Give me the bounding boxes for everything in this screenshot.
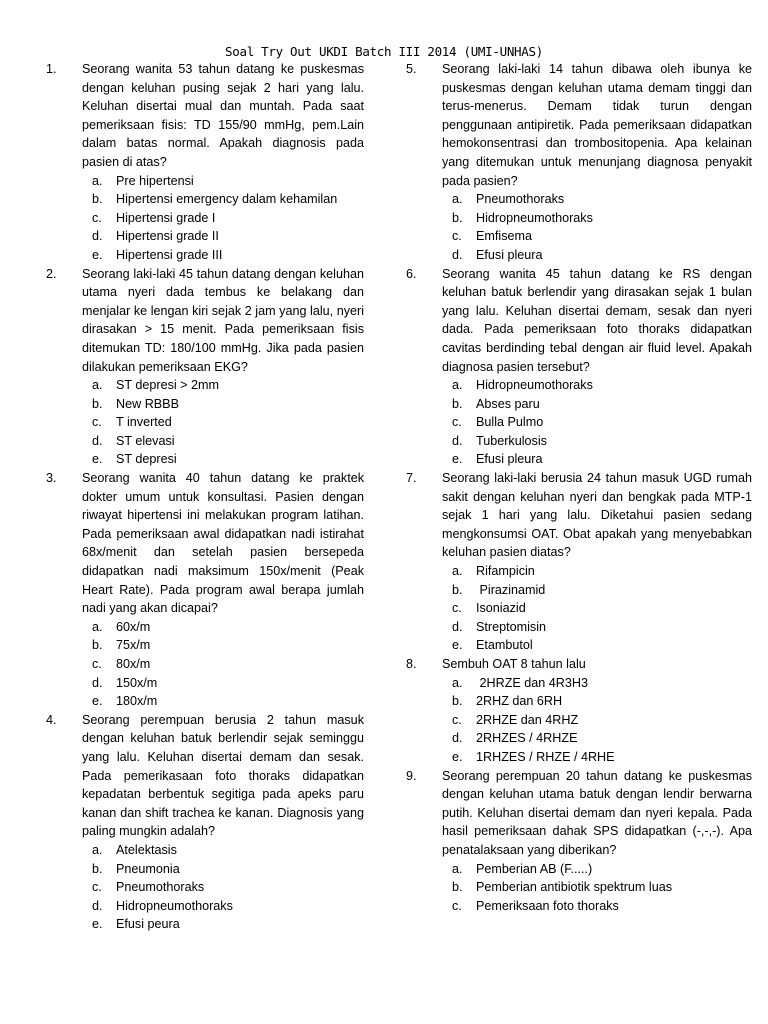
- option-text: New RBBB: [116, 396, 179, 411]
- answer-option: [442, 581, 752, 600]
- question-body: [82, 265, 364, 470]
- answer-option: [442, 674, 752, 693]
- answer-option: [442, 246, 752, 265]
- answer-option: [442, 748, 752, 767]
- option-letter: c.: [92, 210, 102, 225]
- question-8: [406, 655, 752, 767]
- option-letter: b.: [452, 880, 463, 895]
- option-letter: b.: [92, 638, 103, 653]
- question-3: [46, 469, 364, 711]
- question-body: [442, 767, 752, 916]
- option-text: Etambutol: [476, 638, 533, 653]
- option-letter: d.: [92, 898, 103, 913]
- option-letter: b.: [452, 582, 463, 597]
- question-number: 7.: [406, 471, 417, 486]
- question-text: Seorang perempuan berusia 2 tahun masuk dengan keluhan batuk berlendir sejak seminggu yang lalu. Keluhan disertai demam dan sesak. Pada pemerikasaan foto thoraks didapatkan kepadatan berbentuk segitiga pada apeks paru kanan dan shift trachea ke kanan. Diagnosis yang paling mungkin adalah?: [82, 712, 364, 839]
- option-text: Hidropneumothoraks: [116, 898, 233, 913]
- option-text: Efusi pleura: [476, 452, 543, 467]
- answer-option: [82, 172, 364, 191]
- option-text: Hipertensi grade III: [116, 247, 223, 262]
- answer-option: [442, 209, 752, 228]
- option-letter: b.: [452, 210, 463, 225]
- option-letter: c.: [92, 415, 102, 430]
- option-letter: a.: [452, 564, 463, 579]
- answer-option: [442, 897, 752, 916]
- option-text: 2RHZ dan 6RH: [476, 694, 563, 709]
- option-list: [442, 860, 752, 916]
- answer-option: [442, 636, 752, 655]
- answer-option: [442, 729, 752, 748]
- option-list: [82, 841, 364, 934]
- option-letter: d.: [92, 433, 103, 448]
- answer-option: [82, 395, 364, 414]
- option-letter: b.: [92, 396, 103, 411]
- answer-option: [82, 636, 364, 655]
- answer-option: [442, 376, 752, 395]
- option-text: ST elevasi: [116, 433, 175, 448]
- option-letter: a.: [92, 619, 103, 634]
- option-text: Hipertensi grade II: [116, 229, 219, 244]
- option-letter: e.: [452, 638, 463, 653]
- answer-option: [82, 692, 364, 711]
- answer-option: [442, 413, 752, 432]
- answer-option: [442, 450, 752, 469]
- answer-option: [82, 432, 364, 451]
- option-letter: c.: [452, 712, 462, 727]
- option-text: Efusi peura: [116, 917, 180, 932]
- option-text: Pneumothoraks: [116, 880, 205, 895]
- option-letter: a.: [452, 861, 463, 876]
- option-letter: a.: [92, 173, 103, 188]
- option-text: 150x/m: [116, 675, 158, 690]
- answer-option: [82, 878, 364, 897]
- option-letter: c.: [452, 898, 462, 913]
- option-text: 2RHZE dan 4RHZ: [476, 712, 579, 727]
- answer-option: [442, 432, 752, 451]
- question-number: 8.: [406, 657, 417, 671]
- option-text: 60x/m: [116, 619, 151, 634]
- option-letter: e.: [92, 247, 103, 262]
- question-body: [82, 469, 364, 711]
- right-column: [406, 60, 752, 915]
- option-letter: e.: [92, 917, 103, 932]
- option-letter: a.: [452, 192, 463, 207]
- option-text: 75x/m: [116, 638, 151, 653]
- option-letter: e.: [92, 694, 103, 709]
- option-text: Hipertensi grade I: [116, 210, 216, 225]
- option-text: Efusi pleura: [476, 247, 543, 262]
- option-text: Pemeriksaan foto thoraks: [476, 898, 619, 913]
- option-list: [442, 562, 752, 655]
- question-body: [442, 60, 752, 265]
- question-text: Sembuh OAT 8 tahun lalu: [442, 657, 586, 671]
- answer-option: [82, 376, 364, 395]
- answer-option: [82, 655, 364, 674]
- option-text: T inverted: [116, 415, 172, 430]
- question-5: [406, 60, 752, 265]
- option-letter: d.: [92, 675, 103, 690]
- question-body: [82, 711, 364, 934]
- answer-option: [82, 897, 364, 916]
- answer-option: [82, 674, 364, 693]
- question-body: [442, 469, 752, 655]
- option-letter: c.: [92, 880, 102, 895]
- option-letter: d.: [452, 731, 463, 746]
- option-letter: b.: [92, 192, 103, 207]
- answer-option: [82, 450, 364, 469]
- option-letter: b.: [452, 694, 463, 709]
- question-number: 2.: [46, 266, 57, 281]
- answer-option: [82, 860, 364, 879]
- option-text: Pirazinamid: [476, 582, 546, 597]
- option-text: Streptomisin: [476, 619, 546, 634]
- option-text: Emfisema: [476, 229, 532, 244]
- option-letter: a.: [452, 378, 463, 393]
- option-letter: c.: [452, 601, 462, 616]
- answer-option: [82, 841, 364, 860]
- option-text: Pneumonia: [116, 861, 180, 876]
- option-text: Hidropneumothoraks: [476, 378, 593, 393]
- option-text: 1RHZES / RHZE / 4RHE: [476, 749, 615, 764]
- option-letter: d.: [452, 433, 463, 448]
- option-text: 2RHZES / 4RHZE: [476, 731, 578, 746]
- option-text: Hidropneumothoraks: [476, 210, 593, 225]
- question-number: 5.: [406, 62, 417, 76]
- option-letter: c.: [452, 229, 462, 244]
- answer-option: [442, 618, 752, 637]
- question-number: 3.: [46, 471, 57, 486]
- option-list: [82, 618, 364, 711]
- answer-option: [442, 599, 752, 618]
- question-7: [406, 469, 752, 655]
- answer-option: [442, 860, 752, 879]
- question-1: [46, 60, 364, 265]
- option-letter: a.: [452, 675, 463, 690]
- option-list: [442, 190, 752, 264]
- option-text: ST depresi: [116, 452, 177, 467]
- question-body: [442, 265, 752, 470]
- question-9: [406, 767, 752, 916]
- question-number: 9.: [406, 768, 417, 783]
- answer-option: [442, 692, 752, 711]
- option-text: Pemberian antibiotik spektrum luas: [476, 880, 672, 895]
- option-text: Atelektasis: [116, 842, 177, 857]
- option-text: 80x/m: [116, 657, 151, 671]
- option-letter: a.: [92, 378, 103, 393]
- option-letter: e.: [452, 749, 463, 764]
- question-text: Seorang laki-laki 45 tahun datang dengan keluhan utama nyeri dada tembus ke belakang dan menjalar ke lengan kiri sejak 2 jam yang lalu, nyeri dirasakan > 15 menit. Pada pemeriksaan fisis ditemukan TD: 180/100 mmHg. Jika pada pasien dilakukan pemeriksaan EKG?: [82, 266, 364, 374]
- question-number: 4.: [46, 712, 57, 727]
- question-2: [46, 265, 364, 470]
- question-body: [82, 60, 364, 265]
- question-text: Seorang wanita 53 tahun datang ke puskesmas dengan keluhan pusing sejak 2 hari yang lalu. Keluhan disertai mual dan muntah. Pada saat pemeriksaan fisis: TD 155/90 mmHg, pem.Lain dalam batas normal. Apakah diagnosis pada pasien di atas?: [82, 62, 364, 169]
- page-title: Soal Try Out UKDI Batch III 2014 (UMI-UNHAS): [225, 44, 543, 59]
- answer-option: [82, 618, 364, 637]
- option-text: 2HRZE dan 4R3H3: [476, 675, 588, 690]
- answer-option: [442, 562, 752, 581]
- option-letter: a.: [92, 842, 103, 857]
- question-body: [442, 655, 752, 767]
- option-text: 180x/m: [116, 694, 158, 709]
- question-text: Seorang wanita 40 tahun datang ke praktek dokter umum untuk konsultasi. Pasien dengan riwayat hipertensi ini melakukan program latihan. Pada pemeriksaan awal didapatkan nadi istirahat 68x/menit dan setelah pasien bersepeda didapatkan nadi maksimum 150x/menit (Peak Heart Rate). Pada program awal berapa jumlah nadi yang akan dicapai?: [82, 471, 364, 616]
- question-6: [406, 265, 752, 470]
- option-text: Rifampicin: [476, 564, 535, 579]
- option-list: [442, 674, 752, 767]
- option-letter: e.: [92, 452, 103, 467]
- option-letter: d.: [452, 619, 463, 634]
- option-text: Hipertensi emergency dalam kehamilan: [116, 192, 338, 207]
- question-number: 1.: [46, 62, 57, 76]
- option-text: Pneumothoraks: [476, 192, 565, 207]
- question-4: [46, 711, 364, 934]
- answer-option: [82, 209, 364, 228]
- answer-option: [82, 413, 364, 432]
- option-text: Pemberian AB (F.....): [476, 861, 593, 876]
- option-text: ST depresi > 2mm: [116, 378, 220, 393]
- answer-option: [442, 395, 752, 414]
- option-text: Abses paru: [476, 396, 540, 411]
- question-number: 6.: [406, 266, 417, 281]
- option-letter: e.: [452, 452, 463, 467]
- answer-option: [442, 711, 752, 730]
- option-letter: d.: [452, 247, 463, 262]
- question-text: Seorang wanita 45 tahun datang ke RS dengan keluhan batuk berlendir yang dirasakan sejak 1 bulan yang lalu. Keluhan disertai demam, sesak dan nyeri dada. Pada pemeriksaan foto thoraks didapatkan cavitas berdinding tebal dengan air fluid level. Apakah diagnosa pasien tersebut?: [442, 266, 752, 374]
- answer-option: [82, 915, 364, 934]
- option-letter: c.: [92, 657, 102, 671]
- answer-option: [442, 190, 752, 209]
- answer-option: [82, 246, 364, 265]
- answer-option: [442, 227, 752, 246]
- question-text: Seorang laki-laki berusia 24 tahun masuk UGD rumah sakit dengan keluhan nyeri dan bengkak pada MTP-1 sejak 1 hari yang lalu. Diketahui pasien sedang mengkonsumsi OAT. Obat apakah yang menyebabkan keluhan pasien diatas?: [442, 471, 752, 560]
- answer-option: [442, 878, 752, 897]
- option-letter: b.: [92, 861, 103, 876]
- option-list: [82, 172, 364, 265]
- answer-option: [82, 190, 364, 209]
- question-text: Seorang laki-laki 14 tahun dibawa oleh ibunya ke puskesmas dengan keluhan utama demam tinggi dan terus-menerus. Demam tidak turun dengan penggunaan antipiretik. Pada pemeriksaan didapatkan hemokonsentrasi dan trombositopenia. Apa kelainan yang ditemukan untuk menunjang diagnosa penyakit pada pasien?: [442, 62, 752, 188]
- option-text: Bulla Pulmo: [476, 415, 544, 430]
- option-letter: b.: [452, 396, 463, 411]
- option-text: Pre hipertensi: [116, 173, 194, 188]
- option-letter: c.: [452, 415, 462, 430]
- question-text: Seorang perempuan 20 tahun datang ke puskesmas dengan keluhan utama batuk dengan lendir berwarna putih. Keluhan disertai demam dan nyeri kepala. Pada hasil pemeriksaan dahak SPS didapatkan (-,-,-). Apa penatalaksaan yang diberikan?: [442, 768, 752, 857]
- option-text: Tuberkulosis: [476, 433, 547, 448]
- option-list: [82, 376, 364, 469]
- option-text: Isoniazid: [476, 601, 526, 616]
- left-column: [46, 60, 364, 934]
- option-letter: d.: [92, 229, 103, 244]
- answer-option: [82, 227, 364, 246]
- option-list: [442, 376, 752, 469]
